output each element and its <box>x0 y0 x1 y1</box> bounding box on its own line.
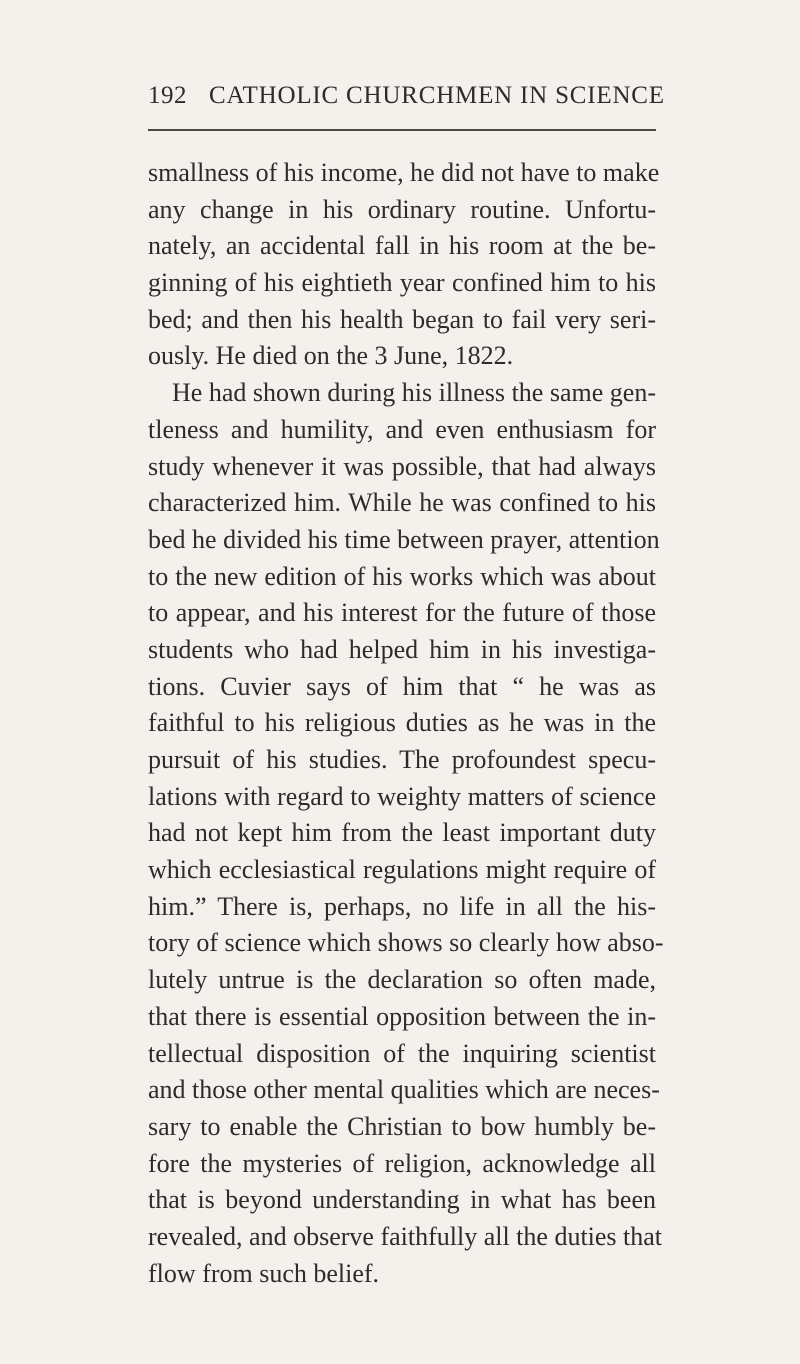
text-line: to appear, and his interest for the future of those <box>148 598 656 628</box>
text-line: ginning of his eightieth year confined him to his <box>148 268 656 298</box>
text-line: ously. He died on the 3 June, 1822. <box>148 341 514 371</box>
text-line: tellectual disposition of the inquiring scientist <box>148 1038 656 1068</box>
text-line: tory of science which shows so clearly how abso- <box>148 928 664 958</box>
text-line: had not kept him from the least important duty <box>148 818 656 848</box>
text-line: characterized him. While he was confined to his <box>148 488 656 518</box>
running-title: CATHOLIC CHURCHMEN IN SCIENCE <box>209 82 665 109</box>
text-line: and those other mental qualities which are neces- <box>148 1075 660 1105</box>
text-line: lations with regard to weighty matters of science <box>148 781 656 811</box>
text-line: bed he divided his time between prayer, attention <box>148 524 660 554</box>
text-line: which ecclesiastical regulations might require of <box>148 855 656 885</box>
page-number: 192 <box>148 82 187 109</box>
text-line: sary to enable the Christian to bow humbly be- <box>148 1111 656 1141</box>
text-line: any change in his ordinary routine. Unfortu- <box>148 194 656 224</box>
text-line: smallness of his income, he did not have to make <box>148 158 660 187</box>
text-line: revealed, and observe faithfully all the duties that <box>148 1221 663 1251</box>
text-line: lutely untrue is the declaration so often made, <box>148 965 656 995</box>
text-line: fore the mysteries of religion, acknowledge all <box>148 1148 656 1178</box>
text-line: students who had helped him in his investiga- <box>148 634 656 664</box>
text-line: to the new edition of his works which was about <box>148 561 656 591</box>
text-line: him.” There is, perhaps, no life in all the his- <box>148 891 656 921</box>
text-line: bed; and then his health began to fail very seri- <box>148 304 656 334</box>
body-text <box>148 155 664 1292</box>
text-line: faithful to his religious duties as he was in the <box>148 708 656 738</box>
text-line: flow from such belief. <box>148 1258 380 1288</box>
running-head <box>148 82 668 122</box>
text-line: pursuit of his studies. The profoundest specu- <box>148 745 656 774</box>
text-line: study whenever it was possible, that had always <box>148 451 656 481</box>
text-line: tions. Cuvier says of him that “ he was as <box>148 671 656 701</box>
text-line: He had shown during his illness the same gen- <box>172 378 656 408</box>
text-line: tleness and humility, and even enthusiasm for <box>148 414 656 444</box>
text-line: that is beyond understanding in what has been <box>148 1185 656 1215</box>
header-rule <box>148 129 656 131</box>
text-line: nately, an accidental fall in his room at the be- <box>148 231 656 261</box>
text-line: that there is essential opposition between the in- <box>148 1001 656 1031</box>
